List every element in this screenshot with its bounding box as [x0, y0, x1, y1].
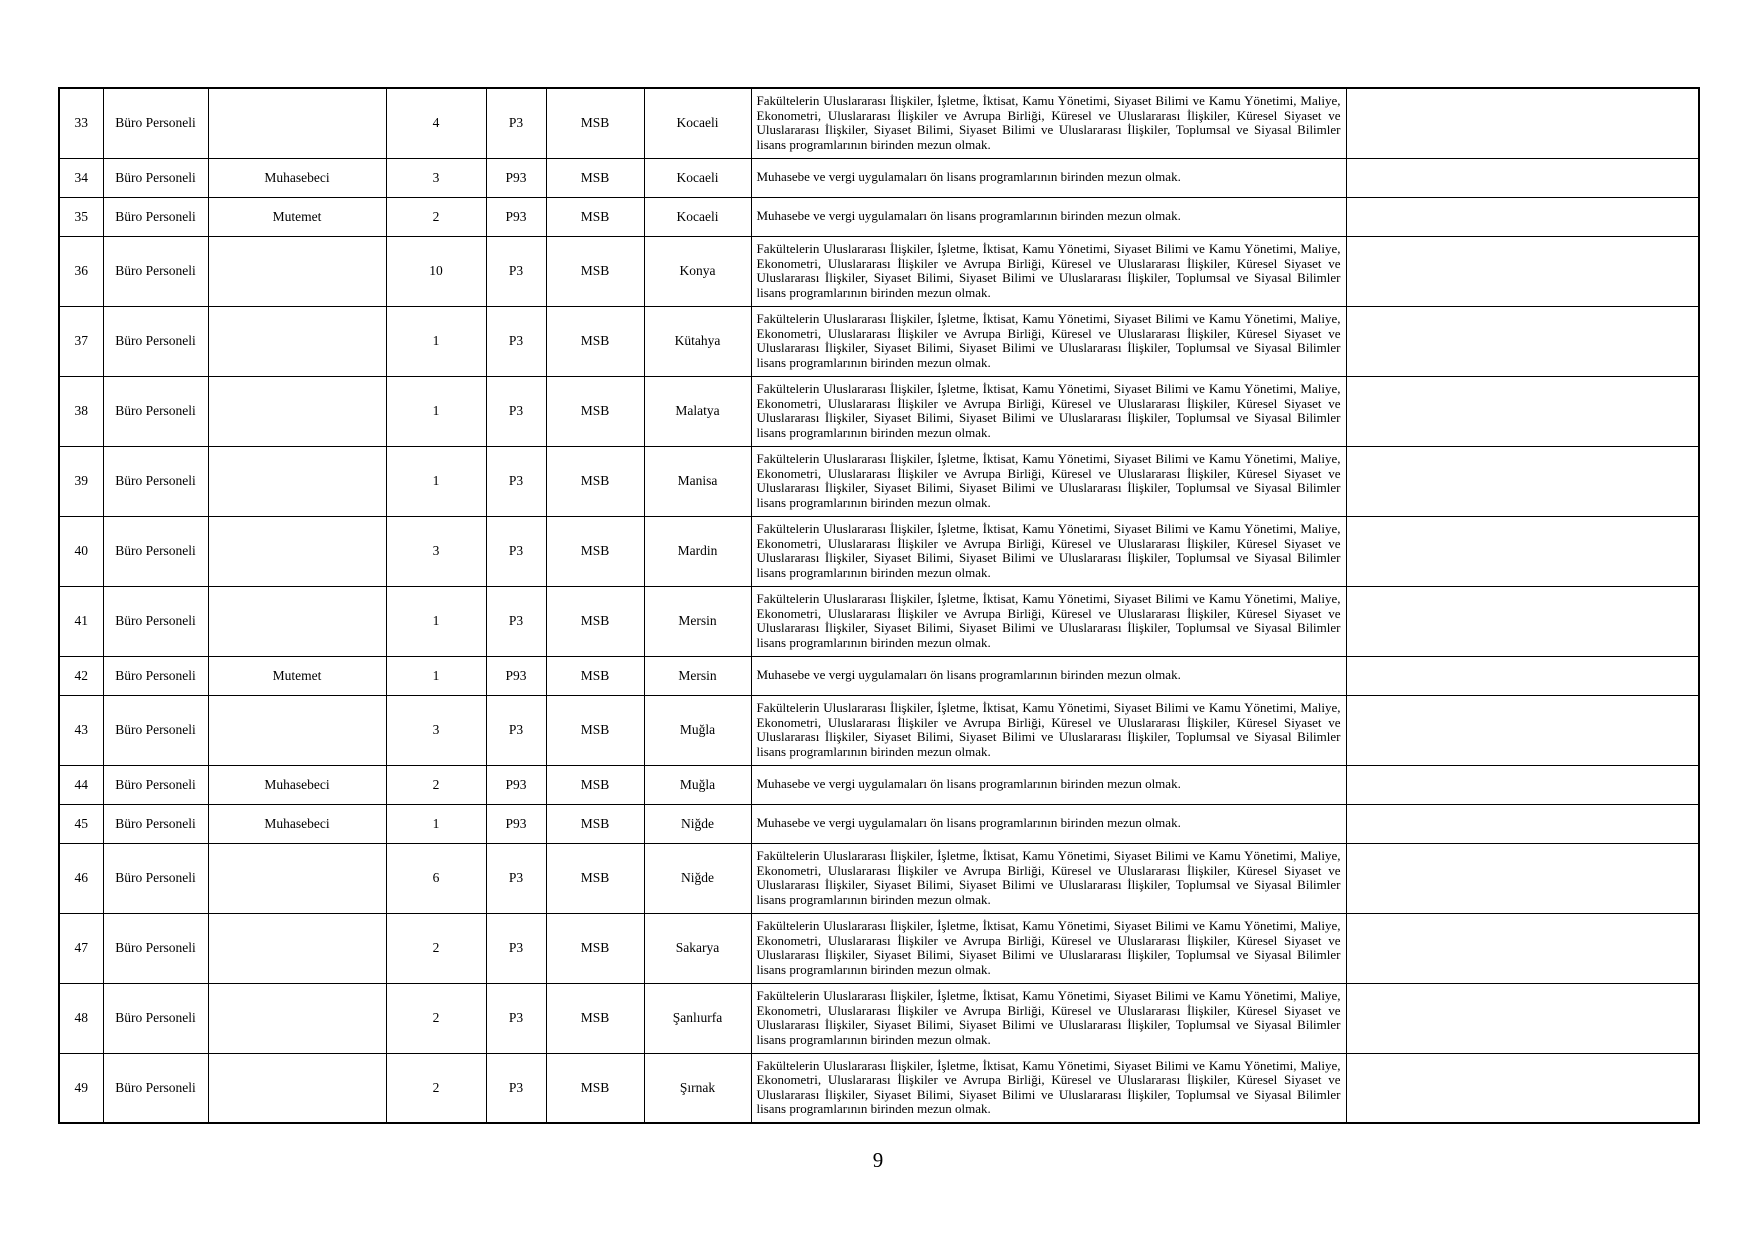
cell-sub-title [208, 306, 386, 376]
cell-count: 1 [386, 804, 486, 843]
table-row [59, 656, 1699, 695]
cell-sub-title [208, 983, 386, 1053]
cell-city: Mardin [644, 516, 751, 586]
positions-table [58, 87, 1700, 1124]
table-row [59, 983, 1699, 1053]
cell-institution: MSB [546, 843, 644, 913]
cell-sub-title [208, 695, 386, 765]
page-number: 9 [872, 1148, 884, 1172]
cell-city: Muğla [644, 695, 751, 765]
table-row [59, 843, 1699, 913]
cell-score-type: P3 [486, 843, 546, 913]
cell-score-type: P3 [486, 88, 546, 158]
cell-sub-title [208, 88, 386, 158]
cell-position: Büro Personeli [103, 158, 208, 197]
cell-sub-title [208, 236, 386, 306]
cell-qualification: Fakültelerin Uluslararası İlişkiler, İşletme, İktisat, Kamu Yönetimi, Siyaset Bilimi ve Kamu Yönetimi, Maliye, Ekonometri, Uluslararası İlişkiler ve Avrupa Birliği, Küresel ve Uluslararası İlişkiler, Küresel Siyaset ve Uluslararası İlişkiler, Siyaset Bilimi, Siyaset Bilimi ve Uluslararası İlişkiler, Toplumsal ve Siyasal Bilimler lisans programlarının birinden mezun olmak. [751, 843, 1346, 913]
cell-sub-title: Muhasebeci [208, 158, 386, 197]
cell-sub-title [208, 446, 386, 516]
cell-sub-title: Mutemet [208, 197, 386, 236]
cell-qualification: Fakültelerin Uluslararası İlişkiler, İşletme, İktisat, Kamu Yönetimi, Siyaset Bilimi ve Kamu Yönetimi, Maliye, Ekonometri, Uluslararası İlişkiler ve Avrupa Birliği, Küresel ve Uluslararası İlişkiler, Küresel Siyaset ve Uluslararası İlişkiler, Siyaset Bilimi, Siyaset Bilimi ve Uluslararası İlişkiler, Toplumsal ve Siyasal Bilimler lisans programlarının birinden mezun olmak. [751, 1053, 1346, 1123]
cell-count: 2 [386, 765, 486, 804]
cell-row-number: 40 [59, 516, 103, 586]
table-row [59, 516, 1699, 586]
cell-institution: MSB [546, 695, 644, 765]
cell-sub-title [208, 376, 386, 446]
cell-qualification: Muhasebe ve vergi uygulamaları ön lisans programlarının birinden mezun olmak. [751, 656, 1346, 695]
table-row [59, 306, 1699, 376]
cell-count: 2 [386, 1053, 486, 1123]
cell-institution: MSB [546, 656, 644, 695]
cell-city: Malatya [644, 376, 751, 446]
table-row [59, 804, 1699, 843]
cell-position: Büro Personeli [103, 88, 208, 158]
cell-city: Şırnak [644, 1053, 751, 1123]
table-row [59, 586, 1699, 656]
cell-notes [1346, 656, 1699, 695]
cell-row-number: 33 [59, 88, 103, 158]
table-row [59, 1053, 1699, 1123]
cell-count: 2 [386, 983, 486, 1053]
cell-count: 6 [386, 843, 486, 913]
cell-sub-title [208, 516, 386, 586]
cell-city: Sakarya [644, 913, 751, 983]
cell-city: Kütahya [644, 306, 751, 376]
cell-qualification: Fakültelerin Uluslararası İlişkiler, İşletme, İktisat, Kamu Yönetimi, Siyaset Bilimi ve Kamu Yönetimi, Maliye, Ekonometri, Uluslararası İlişkiler ve Avrupa Birliği, Küresel ve Uluslararası İlişkiler, Küresel Siyaset ve Uluslararası İlişkiler, Siyaset Bilimi, Siyaset Bilimi ve Uluslararası İlişkiler, Toplumsal ve Siyasal Bilimler lisans programlarının birinden mezun olmak. [751, 446, 1346, 516]
cell-row-number: 47 [59, 913, 103, 983]
cell-notes [1346, 1053, 1699, 1123]
cell-count: 3 [386, 158, 486, 197]
cell-notes [1346, 695, 1699, 765]
cell-city: Manisa [644, 446, 751, 516]
cell-score-type: P3 [486, 376, 546, 446]
cell-city: Niğde [644, 804, 751, 843]
cell-row-number: 48 [59, 983, 103, 1053]
cell-notes [1346, 197, 1699, 236]
cell-qualification: Fakültelerin Uluslararası İlişkiler, İşletme, İktisat, Kamu Yönetimi, Siyaset Bilimi ve Kamu Yönetimi, Maliye, Ekonometri, Uluslararası İlişkiler ve Avrupa Birliği, Küresel ve Uluslararası İlişkiler, Küresel Siyaset ve Uluslararası İlişkiler, Siyaset Bilimi, Siyaset Bilimi ve Uluslararası İlişkiler, Toplumsal ve Siyasal Bilimler lisans programlarının birinden mezun olmak. [751, 88, 1346, 158]
cell-score-type: P93 [486, 197, 546, 236]
cell-count: 1 [386, 586, 486, 656]
cell-count: 1 [386, 656, 486, 695]
cell-notes [1346, 88, 1699, 158]
cell-notes [1346, 516, 1699, 586]
cell-qualification: Muhasebe ve vergi uygulamaları ön lisans programlarının birinden mezun olmak. [751, 158, 1346, 197]
table-row [59, 236, 1699, 306]
cell-notes [1346, 376, 1699, 446]
cell-sub-title [208, 586, 386, 656]
cell-position: Büro Personeli [103, 695, 208, 765]
table-row [59, 158, 1699, 197]
cell-row-number: 34 [59, 158, 103, 197]
cell-score-type: P3 [486, 983, 546, 1053]
cell-score-type: P3 [486, 516, 546, 586]
cell-city: Şanlıurfa [644, 983, 751, 1053]
cell-row-number: 35 [59, 197, 103, 236]
cell-count: 4 [386, 88, 486, 158]
table-row [59, 88, 1699, 158]
cell-score-type: P93 [486, 804, 546, 843]
cell-count: 3 [386, 695, 486, 765]
cell-position: Büro Personeli [103, 516, 208, 586]
cell-position: Büro Personeli [103, 446, 208, 516]
cell-sub-title [208, 843, 386, 913]
cell-score-type: P93 [486, 656, 546, 695]
table-row [59, 197, 1699, 236]
cell-score-type: P93 [486, 158, 546, 197]
table-row [59, 913, 1699, 983]
cell-institution: MSB [546, 306, 644, 376]
cell-qualification: Fakültelerin Uluslararası İlişkiler, İşletme, İktisat, Kamu Yönetimi, Siyaset Bilimi ve Kamu Yönetimi, Maliye, Ekonometri, Uluslararası İlişkiler ve Avrupa Birliği, Küresel ve Uluslararası İlişkiler, Küresel Siyaset ve Uluslararası İlişkiler, Siyaset Bilimi, Siyaset Bilimi ve Uluslararası İlişkiler, Toplumsal ve Siyasal Bilimler lisans programlarının birinden mezun olmak. [751, 516, 1346, 586]
cell-city: Niğde [644, 843, 751, 913]
cell-city: Kocaeli [644, 158, 751, 197]
cell-institution: MSB [546, 376, 644, 446]
cell-institution: MSB [546, 158, 644, 197]
cell-row-number: 46 [59, 843, 103, 913]
cell-qualification: Fakültelerin Uluslararası İlişkiler, İşletme, İktisat, Kamu Yönetimi, Siyaset Bilimi ve Kamu Yönetimi, Maliye, Ekonometri, Uluslararası İlişkiler ve Avrupa Birliği, Küresel ve Uluslararası İlişkiler, Küresel Siyaset ve Uluslararası İlişkiler, Siyaset Bilimi, Siyaset Bilimi ve Uluslararası İlişkiler, Toplumsal ve Siyasal Bilimler lisans programlarının birinden mezun olmak. [751, 913, 1346, 983]
cell-notes [1346, 236, 1699, 306]
cell-institution: MSB [546, 765, 644, 804]
cell-position: Büro Personeli [103, 236, 208, 306]
cell-qualification: Fakültelerin Uluslararası İlişkiler, İşletme, İktisat, Kamu Yönetimi, Siyaset Bilimi ve Kamu Yönetimi, Maliye, Ekonometri, Uluslararası İlişkiler ve Avrupa Birliği, Küresel ve Uluslararası İlişkiler, Küresel Siyaset ve Uluslararası İlişkiler, Siyaset Bilimi, Siyaset Bilimi ve Uluslararası İlişkiler, Toplumsal ve Siyasal Bilimler lisans programlarının birinden mezun olmak. [751, 306, 1346, 376]
cell-institution: MSB [546, 586, 644, 656]
cell-institution: MSB [546, 236, 644, 306]
cell-row-number: 39 [59, 446, 103, 516]
cell-institution: MSB [546, 516, 644, 586]
cell-position: Büro Personeli [103, 913, 208, 983]
cell-row-number: 36 [59, 236, 103, 306]
cell-row-number: 41 [59, 586, 103, 656]
cell-institution: MSB [546, 1053, 644, 1123]
cell-count: 3 [386, 516, 486, 586]
cell-position: Büro Personeli [103, 306, 208, 376]
cell-count: 2 [386, 197, 486, 236]
cell-city: Mersin [644, 586, 751, 656]
cell-sub-title: Muhasebeci [208, 765, 386, 804]
cell-qualification: Fakültelerin Uluslararası İlişkiler, İşletme, İktisat, Kamu Yönetimi, Siyaset Bilimi ve Kamu Yönetimi, Maliye, Ekonometri, Uluslararası İlişkiler ve Avrupa Birliği, Küresel ve Uluslararası İlişkiler, Küresel Siyaset ve Uluslararası İlişkiler, Siyaset Bilimi, Siyaset Bilimi ve Uluslararası İlişkiler, Toplumsal ve Siyasal Bilimler lisans programlarının birinden mezun olmak. [751, 236, 1346, 306]
cell-sub-title [208, 1053, 386, 1123]
cell-position: Büro Personeli [103, 197, 208, 236]
cell-city: Mersin [644, 656, 751, 695]
cell-institution: MSB [546, 197, 644, 236]
cell-sub-title [208, 913, 386, 983]
table-row [59, 765, 1699, 804]
cell-institution: MSB [546, 983, 644, 1053]
cell-count: 1 [386, 376, 486, 446]
cell-institution: MSB [546, 88, 644, 158]
table-row [59, 446, 1699, 516]
cell-score-type: P3 [486, 306, 546, 376]
cell-row-number: 37 [59, 306, 103, 376]
cell-sub-title: Mutemet [208, 656, 386, 695]
cell-city: Kocaeli [644, 197, 751, 236]
cell-position: Büro Personeli [103, 1053, 208, 1123]
cell-qualification: Fakültelerin Uluslararası İlişkiler, İşletme, İktisat, Kamu Yönetimi, Siyaset Bilimi ve Kamu Yönetimi, Maliye, Ekonometri, Uluslararası İlişkiler ve Avrupa Birliği, Küresel ve Uluslararası İlişkiler, Küresel Siyaset ve Uluslararası İlişkiler, Siyaset Bilimi, Siyaset Bilimi ve Uluslararası İlişkiler, Toplumsal ve Siyasal Bilimler lisans programlarının birinden mezun olmak. [751, 695, 1346, 765]
cell-qualification: Muhasebe ve vergi uygulamaları ön lisans programlarının birinden mezun olmak. [751, 765, 1346, 804]
cell-qualification: Muhasebe ve vergi uygulamaları ön lisans programlarının birinden mezun olmak. [751, 197, 1346, 236]
cell-city: Muğla [644, 765, 751, 804]
cell-count: 10 [386, 236, 486, 306]
cell-score-type: P3 [486, 236, 546, 306]
cell-row-number: 45 [59, 804, 103, 843]
table-row [59, 695, 1699, 765]
cell-count: 1 [386, 306, 486, 376]
cell-position: Büro Personeli [103, 983, 208, 1053]
cell-score-type: P3 [486, 586, 546, 656]
cell-notes [1346, 843, 1699, 913]
cell-institution: MSB [546, 913, 644, 983]
cell-position: Büro Personeli [103, 656, 208, 695]
cell-qualification: Muhasebe ve vergi uygulamaları ön lisans programlarının birinden mezun olmak. [751, 804, 1346, 843]
cell-count: 1 [386, 446, 486, 516]
cell-row-number: 49 [59, 1053, 103, 1123]
cell-notes [1346, 765, 1699, 804]
cell-city: Konya [644, 236, 751, 306]
cell-row-number: 44 [59, 765, 103, 804]
cell-row-number: 43 [59, 695, 103, 765]
cell-qualification: Fakültelerin Uluslararası İlişkiler, İşletme, İktisat, Kamu Yönetimi, Siyaset Bilimi ve Kamu Yönetimi, Maliye, Ekonometri, Uluslararası İlişkiler ve Avrupa Birliği, Küresel ve Uluslararası İlişkiler, Küresel Siyaset ve Uluslararası İlişkiler, Siyaset Bilimi, Siyaset Bilimi ve Uluslararası İlişkiler, Toplumsal ve Siyasal Bilimler lisans programlarının birinden mezun olmak. [751, 376, 1346, 446]
cell-city: Kocaeli [644, 88, 751, 158]
cell-score-type: P3 [486, 913, 546, 983]
cell-count: 2 [386, 913, 486, 983]
cell-position: Büro Personeli [103, 586, 208, 656]
cell-notes [1346, 804, 1699, 843]
cell-score-type: P3 [486, 695, 546, 765]
cell-position: Büro Personeli [103, 765, 208, 804]
cell-notes [1346, 913, 1699, 983]
cell-notes [1346, 983, 1699, 1053]
cell-score-type: P3 [486, 1053, 546, 1123]
cell-row-number: 38 [59, 376, 103, 446]
cell-score-type: P93 [486, 765, 546, 804]
table-row [59, 376, 1699, 446]
cell-qualification: Fakültelerin Uluslararası İlişkiler, İşletme, İktisat, Kamu Yönetimi, Siyaset Bilimi ve Kamu Yönetimi, Maliye, Ekonometri, Uluslararası İlişkiler ve Avrupa Birliği, Küresel ve Uluslararası İlişkiler, Küresel Siyaset ve Uluslararası İlişkiler, Siyaset Bilimi, Siyaset Bilimi ve Uluslararası İlişkiler, Toplumsal ve Siyasal Bilimler lisans programlarının birinden mezun olmak. [751, 983, 1346, 1053]
cell-notes [1346, 586, 1699, 656]
table-body [59, 88, 1699, 1123]
cell-notes [1346, 446, 1699, 516]
cell-position: Büro Personeli [103, 843, 208, 913]
cell-position: Büro Personeli [103, 376, 208, 446]
cell-notes [1346, 306, 1699, 376]
cell-score-type: P3 [486, 446, 546, 516]
cell-sub-title: Muhasebeci [208, 804, 386, 843]
cell-row-number: 42 [59, 656, 103, 695]
cell-institution: MSB [546, 804, 644, 843]
cell-institution: MSB [546, 446, 644, 516]
cell-qualification: Fakültelerin Uluslararası İlişkiler, İşletme, İktisat, Kamu Yönetimi, Siyaset Bilimi ve Kamu Yönetimi, Maliye, Ekonometri, Uluslararası İlişkiler ve Avrupa Birliği, Küresel ve Uluslararası İlişkiler, Küresel Siyaset ve Uluslararası İlişkiler, Siyaset Bilimi, Siyaset Bilimi ve Uluslararası İlişkiler, Toplumsal ve Siyasal Bilimler lisans programlarının birinden mezun olmak. [751, 586, 1346, 656]
cell-notes [1346, 158, 1699, 197]
cell-position: Büro Personeli [103, 804, 208, 843]
